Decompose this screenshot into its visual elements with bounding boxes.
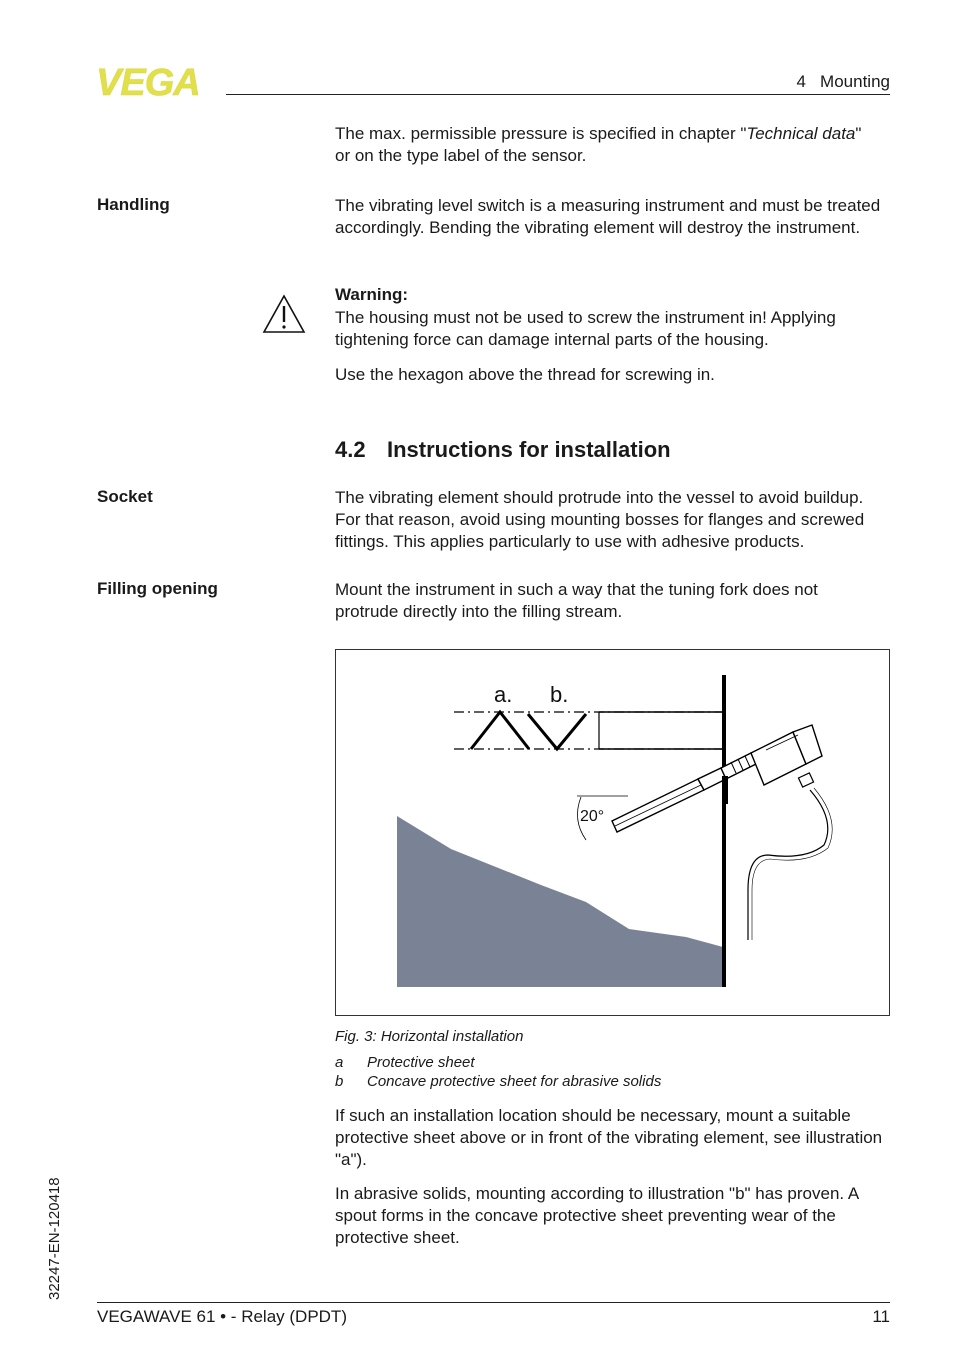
footer-product: VEGAWAVE 61 • - Relay (DPDT) xyxy=(97,1307,347,1326)
intro-text-start: The max. permissible pressure is specified in chapter " xyxy=(335,124,747,143)
legend-item-b xyxy=(335,1073,661,1090)
installation-diagram xyxy=(336,650,889,1015)
intro-link-technical-data: Technical data xyxy=(746,124,856,143)
protective-sheet-a xyxy=(471,712,529,749)
socket-paragraph: The vibrating element should protrude into the vessel to avoid buildup. For that reason, avoid using mounting bosses for flanges and screwed fittings. This applies particularly to use with adhesive products. xyxy=(335,488,865,551)
after-figure-paragraph-2: In abrasive solids, mounting according to illustration "b" has proven. A spout forms in the concave protective sheet preventing wear of the protective sheet. xyxy=(335,1184,859,1247)
handling-paragraph: The vibrating level switch is a measuring instrument and must be treated accordingly. Bending the vibrating element will destroy the instrument. xyxy=(335,196,881,237)
socket-label: Socket xyxy=(97,487,153,506)
intro-text-end: " xyxy=(855,124,862,143)
footer-rule xyxy=(97,1302,890,1303)
page-number: 11 xyxy=(872,1307,890,1326)
intro-text-line2: or on the type label of the sensor. xyxy=(335,146,587,165)
protective-sheet-b xyxy=(528,714,586,749)
legend-item-a xyxy=(335,1054,475,1071)
bulk-solid-area xyxy=(397,816,723,987)
warning-title: Warning: xyxy=(335,285,409,304)
after-figure-paragraph-1: If such an installation location should be necessary, mount a suitable protective sheet above or in front of the vibrating element, see illustration "a"). xyxy=(335,1106,883,1169)
logo-text: VEGA xyxy=(96,64,200,98)
chapter-title: 4 Mounting xyxy=(796,72,890,91)
vega-logo xyxy=(96,64,220,98)
warning-triangle-icon xyxy=(262,294,306,334)
filling-label: Filling opening xyxy=(97,579,218,598)
angle-label: 20° xyxy=(580,808,605,825)
figure-caption: Fig. 3: Horizontal installation xyxy=(335,1028,524,1045)
section-title: Instructions for installation xyxy=(387,437,671,462)
legend-key: a xyxy=(335,1054,344,1071)
legend-text: Protective sheet xyxy=(367,1054,475,1071)
section-heading xyxy=(335,437,671,463)
section-number: 4.2 xyxy=(335,437,366,462)
figure-horizontal-installation xyxy=(335,649,890,1016)
label-a: a. xyxy=(494,682,513,707)
filling-paragraph: Mount the instrument in such a way that the tuning fork does not protrude directly into the filling stream. xyxy=(335,580,818,621)
legend-key: b xyxy=(335,1073,344,1090)
warning-text: The housing must not be used to screw the instrument in! Applying tightening force can damage internal parts of the housing. xyxy=(335,308,836,349)
header-rule xyxy=(226,94,890,95)
document-id: 32247-EN-120418 xyxy=(46,1177,63,1300)
legend-text: Concave protective sheet for abrasive solids xyxy=(367,1073,662,1090)
warning-note: Use the hexagon above the thread for screwing in. xyxy=(335,365,715,384)
intro-paragraph xyxy=(335,123,891,167)
label-b: b. xyxy=(550,682,569,707)
handling-label: Handling xyxy=(97,195,170,214)
